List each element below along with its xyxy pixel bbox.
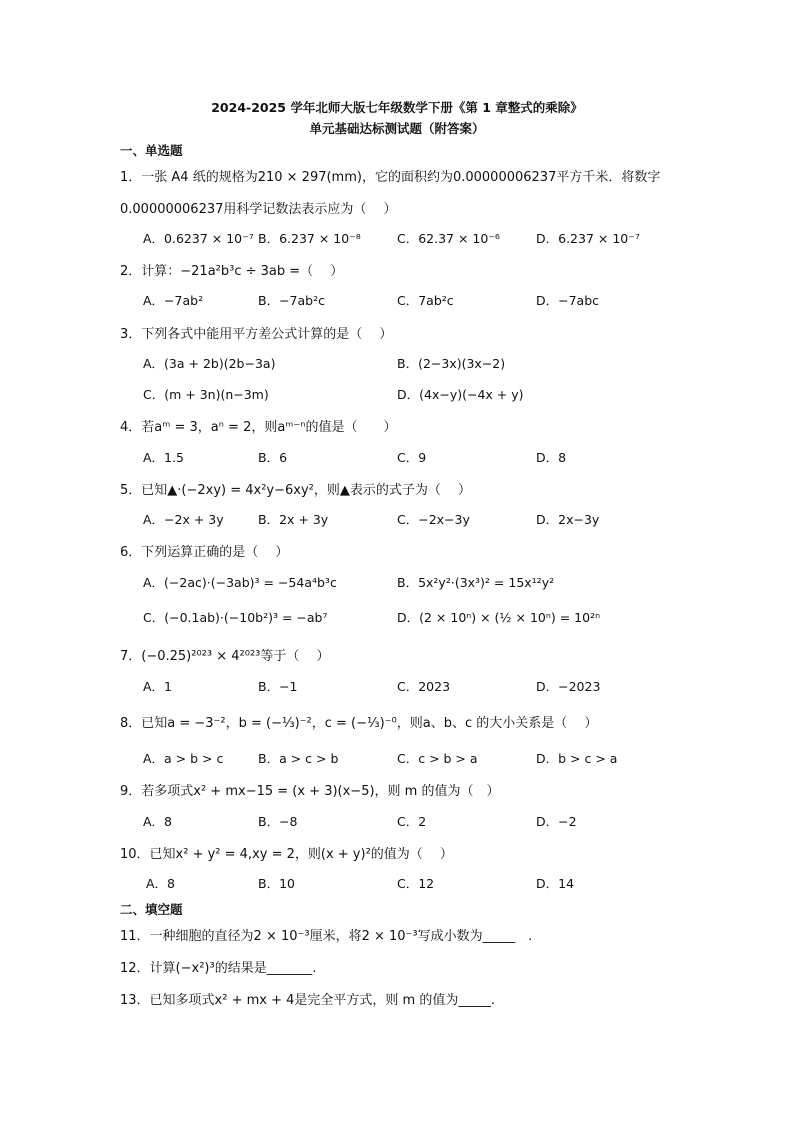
section-heading-fill-blank: 二、填空题	[120, 902, 183, 917]
question-1-option-d[interactable]: D．6.237 × 10⁻⁷	[536, 231, 640, 246]
question-13-line: 13．已知多项式x² + mx + 4是完全平方式，则 m 的值为_____.	[120, 993, 495, 1008]
question-10-option-b[interactable]: B．10	[258, 876, 295, 891]
question-11-line: 11．一种细胞的直径为2 × 10⁻³厘米，将2 × 10⁻³写成小数为_____ .	[120, 929, 533, 944]
question-8-option-b[interactable]: B．a > c > b	[258, 751, 339, 766]
question-7-option-a[interactable]: A．1	[143, 679, 173, 694]
question-5-option-c[interactable]: C．−2x−3y	[397, 512, 470, 527]
question-7-option-c[interactable]: C．2023	[397, 679, 451, 694]
question-6-option-a[interactable]: A．(−2ac)·(−3ab)³ = −54a⁴b³c	[143, 575, 337, 590]
question-5-line-1: 5．已知▲·(−2xy) = 4x²y−6xy²，则▲表示的式子为（ ）	[120, 483, 472, 498]
question-2-option-a[interactable]: A．−7ab²	[143, 293, 204, 308]
question-6-option-d[interactable]: D．(2 × 10ⁿ) × (½ × 10ⁿ) = 10²ⁿ	[397, 610, 601, 625]
question-3-option-a[interactable]: A．(3a + 2b)(2b−3a)	[143, 356, 276, 371]
question-9-option-c[interactable]: C．2	[397, 814, 427, 829]
question-12-line: 12．计算(−x²)³的结果是_______.	[120, 961, 317, 976]
question-10-option-a[interactable]: A．8	[146, 876, 176, 891]
question-7-line-1: 7．(−0.25)²⁰²³ × 4²⁰²³等于（ ）	[120, 649, 330, 664]
question-3-option-c[interactable]: C．(m + 3n)(n−3m)	[143, 387, 269, 402]
question-10-option-d[interactable]: D．14	[536, 876, 575, 891]
question-9-option-d[interactable]: D．−2	[536, 814, 577, 829]
section-heading-single-choice: 一、单选题	[120, 143, 183, 158]
question-4-option-c[interactable]: C．9	[397, 450, 427, 465]
question-4-option-a[interactable]: A．1.5	[143, 450, 184, 465]
question-9-option-a[interactable]: A．8	[143, 814, 173, 829]
question-2-line-1: 2．计算：−21a²b³c ÷ 3ab =（ ）	[120, 264, 344, 279]
question-8-option-a[interactable]: A．a > b > c	[143, 751, 224, 766]
question-7-option-d[interactable]: D．−2023	[536, 679, 601, 694]
question-10-line-1: 10．已知x² + y² = 4,xy = 2，则(x + y)²的值为（ ）	[120, 847, 453, 862]
question-4-option-b[interactable]: B．6	[258, 450, 288, 465]
question-2-option-d[interactable]: D．−7abc	[536, 293, 600, 308]
question-6-option-b[interactable]: B．5x²y²·(3x³)² = 15x¹²y²	[397, 575, 555, 590]
question-2-option-c[interactable]: C．7ab²c	[397, 293, 454, 308]
question-2-option-b[interactable]: B．−7ab²c	[258, 293, 325, 308]
question-9-line-1: 9．若多项式x² + mx−15 = (x + 3)(x−5)，则 m 的值为（ ）	[120, 784, 500, 799]
question-3-option-b[interactable]: B．(2−3x)(3x−2)	[397, 356, 506, 371]
question-1-option-b[interactable]: B．6.237 × 10⁻⁸	[258, 231, 361, 246]
question-6-option-c[interactable]: C．(−0.1ab)·(−10b²)³ = −ab⁷	[143, 610, 328, 625]
question-4-option-d[interactable]: D．8	[536, 450, 567, 465]
question-5-option-a[interactable]: A．−2x + 3y	[143, 512, 224, 527]
question-8-line-1: 8．已知a = −3⁻²，b = (−⅓)⁻²，c = (−⅓)⁻⁰，则a、b、c 的大小关系是（ ）	[120, 716, 598, 731]
question-6-line-1: 6．下列运算正确的是（ ）	[120, 545, 289, 560]
question-9-option-b[interactable]: B．−8	[258, 814, 298, 829]
question-1-line-2: 0.00000006237用科学记数法表示应为（ ）	[120, 202, 397, 217]
question-1-option-a[interactable]: A．0.6237 × 10⁻⁷	[143, 231, 254, 246]
question-1-line-1: 1．一张 A4 纸的规格为210 × 297(mm)，它的面积约为0.00000006237平方千米．将数字	[120, 170, 661, 185]
question-4-line-1: 4．若aᵐ = 3，aⁿ = 2，则aᵐ⁻ⁿ的值是（ ）	[120, 420, 397, 435]
question-3-option-d[interactable]: D．(4x−y)(−4x + y)	[397, 387, 524, 402]
question-7-option-b[interactable]: B．−1	[258, 679, 298, 694]
question-1-option-c[interactable]: C．62.37 × 10⁻⁶	[397, 231, 500, 246]
question-8-option-d[interactable]: D．b > c > a	[536, 751, 618, 766]
question-10-option-c[interactable]: C．12	[397, 876, 435, 891]
document-subtitle: 单元基础达标测试题（附答案）	[309, 121, 485, 136]
question-5-option-d[interactable]: D．2x−3y	[536, 512, 600, 527]
question-8-option-c[interactable]: C．c > b > a	[397, 751, 478, 766]
question-5-option-b[interactable]: B．2x + 3y	[258, 512, 329, 527]
document-title: 2024-2025 学年北师大版七年级数学下册《第 1 章整式的乘除》	[211, 100, 583, 115]
question-3-line-1: 3．下列各式中能用平方差公式计算的是（ ）	[120, 327, 393, 342]
